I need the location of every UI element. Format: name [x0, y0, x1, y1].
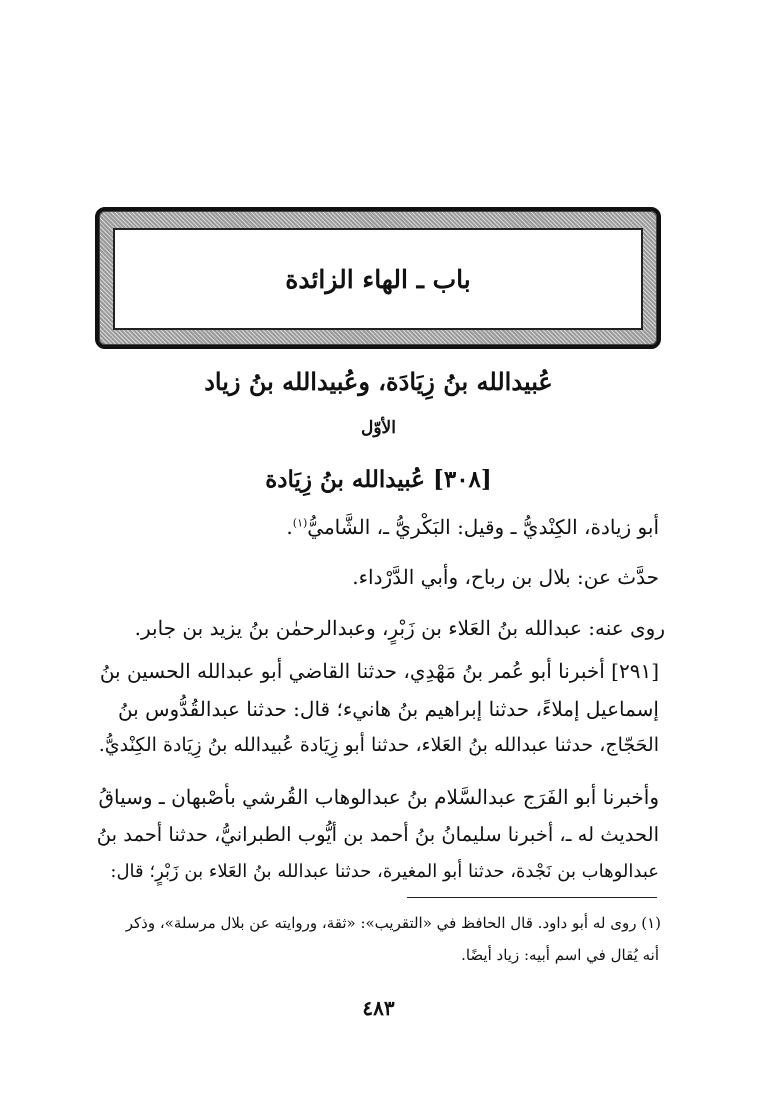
hadith-line: إسماعيل إملاءً، حدثنا إبراهيم بنُ هانيء؛ قال: حدثنا عبدالقُدُّوس بنُ — [117, 697, 659, 721]
entry-ordinal: الأوّل — [361, 418, 396, 438]
footnote-marker: (١) — [292, 516, 308, 530]
chapter-header-panel — [113, 228, 643, 330]
teachers-line: حدَّث عن: بلال بن رباح، وأبي الدَّرْداء. — [352, 565, 659, 589]
hadith-line: الحَجّاج، حدثنا عبدالله بنُ العَلاء، حدثنا أبو زِيَادة عُبيدالله بنُ زِيَادة الكِنْديُّ. — [98, 734, 659, 756]
footnote-line: أنه يُقال في اسم أبيه: زياد أيضًا. — [461, 946, 659, 964]
entry-heading: عُبيدالله بنُ زِيَادَة، وعُبيدالله بنُ زياد — [204, 367, 553, 396]
nisba-text: أبو زيادة، الكِنْديُّ ـ وقيل: البَكْريُّ ـ، الشَّاميُّ — [307, 515, 659, 539]
hadith-line: وأخبرنا أبو الفَرَج عبدالسَّلام بنُ عبدالوهاب القُرشي بأصْبهان ـ وسياقُ — [98, 785, 659, 809]
nisba-end: . — [286, 515, 293, 539]
chapter-title: باب ـ الهاء الزائدة — [285, 264, 471, 294]
hadith-line: [٢٩١] أخبرنا أبو عُمر بنُ مَهْدِي، حدثنا القاضي أبو عبدالله الحسين بنُ — [99, 659, 659, 683]
nisba-line — [286, 517, 659, 537]
hadith-line: عبدالوهاب بن نَجْدة، حدثنا أبو المغيرة، حدثنا عبدالله بنُ العَلاء بن زَبْرٍ؛ قال: — [110, 861, 659, 882]
hadith-line: الحديث له ـ، أخبرنا سليمانُ بنُ أحمد بن أيُّوب الطبرانيُّ، حدثنا أحمد بنُ — [96, 823, 659, 846]
students-line: روى عنه: عبدالله بنُ العَلاء بن زَبْرٍ، وعبدالرحمٰن بنُ يزيد بن جابر. — [134, 616, 665, 640]
page-number: ٤٨٣ — [362, 996, 395, 1020]
chapter-header-frame — [95, 207, 661, 349]
footnote-divider — [407, 897, 657, 898]
biography-heading: [٣٠٨] عُبيدالله بنُ زِيَادة — [265, 466, 492, 493]
footnote-line: (١) روى له أبو داود. قال الحافظ في «التقريب»: «ثقة، وروايته عن بلال مرسلة»، وذكر — [125, 914, 661, 932]
